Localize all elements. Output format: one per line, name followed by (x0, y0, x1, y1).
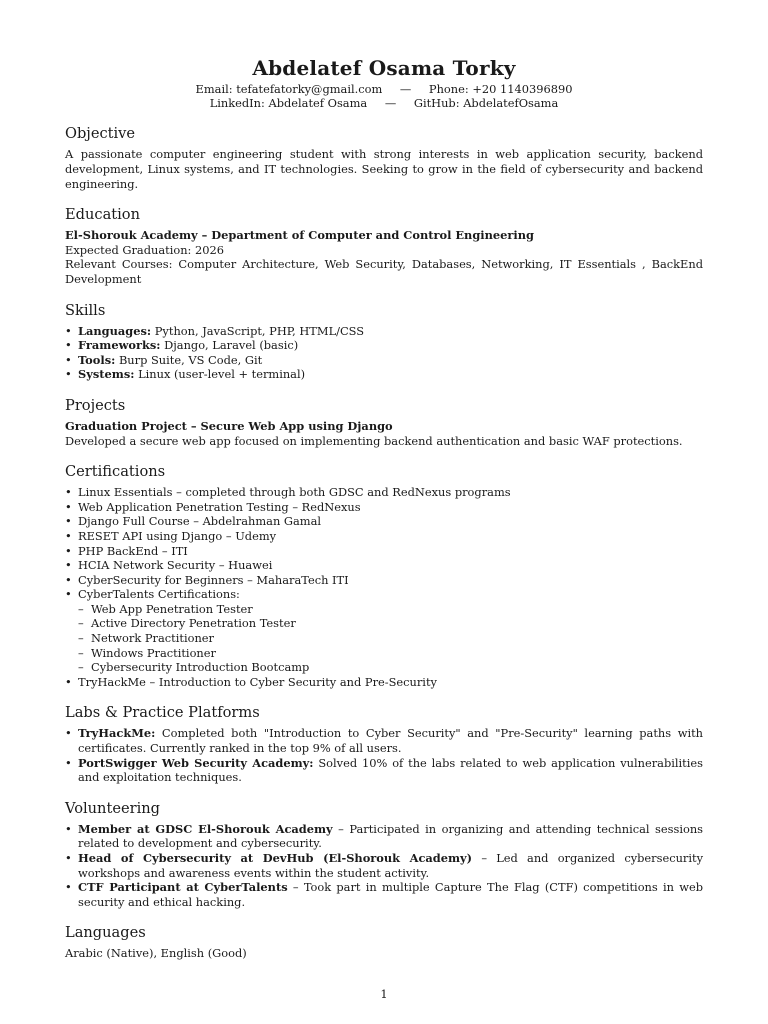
volunteer-role: CTF Participant at CyberTalents (78, 880, 288, 895)
certifications-list (65, 485, 703, 602)
list-item: • Django Full Course – Abdelrahman Gamal (65, 514, 703, 529)
labs-heading: Labs & Practice Platforms (65, 704, 260, 722)
list-item (65, 324, 703, 339)
certifications-list-end (65, 675, 703, 690)
resume-page (65, 56, 703, 961)
skill-label: Languages: (78, 323, 152, 338)
objective-heading: Objective (65, 125, 136, 143)
list-item: • TryHackMe – Introduction to Cyber Security and Pre-Security (65, 675, 703, 690)
github-label: GitHub: (413, 96, 460, 111)
phone-label: Phone: (428, 82, 469, 96)
linkedin-link[interactable]: Abdelatef Osama (268, 96, 368, 111)
project-title: Graduation Project – Secure Web App using Django (65, 418, 393, 433)
list-item (65, 367, 703, 382)
volunteer-role: Head of Cybersecurity at DevHub (El-Shorouk Academy) (78, 851, 473, 865)
skill-value: Burp Suite, VS Code, Git (118, 352, 263, 367)
contact-line-2 (65, 96, 703, 110)
skill-value: Python, JavaScript, PHP, HTML/CSS (154, 323, 365, 338)
skill-label: Systems: (78, 367, 135, 382)
skill-label: Frameworks: (78, 338, 161, 353)
list-item: • PHP BackEnd – ITI (65, 544, 703, 559)
skill-value: Django, Laravel (basic) (164, 338, 299, 353)
list-item: – Cybersecurity Introduction Bootcamp (78, 660, 703, 675)
languages-text: Arabic (Native), English (Good) (65, 946, 247, 961)
page-number: 1 (380, 987, 388, 1001)
list-item: • Linux Essentials – completed through both GDSC and RedNexus programs (65, 485, 703, 500)
list-item: • CyberSecurity for Beginners – MaharaTech ITI (65, 573, 703, 588)
skill-value: Linux (user-level + terminal) (138, 367, 306, 382)
skills-heading: Skills (65, 301, 106, 319)
email-value[interactable]: tefatefatorky@gmail.com (236, 82, 383, 96)
linkedin-label: LinkedIn: (209, 96, 265, 111)
list-item: – Web App Penetration Tester (78, 602, 703, 617)
phone-value: +20 1140396890 (472, 82, 573, 96)
objective-text: A passionate computer engineering student with strong interests in web application security, backend development, Linux systems, and IT technologies. Seeking to grow in the field of cybersecurity and backend engineering. (65, 147, 703, 191)
volunteer-desc: – Led and organized cybersecurity workshops and awareness events within the student activity. (78, 851, 704, 880)
list-item: • RESET API using Django – Udemy (65, 529, 703, 544)
list-item (65, 338, 703, 353)
languages-heading: Languages (65, 924, 146, 942)
volunteer-desc: – Participated in organizing and attending technical sessions related to development and cybersecurity. (78, 821, 703, 851)
list-item (65, 851, 703, 880)
list-item: • CyberTalents Certifications: (65, 587, 703, 602)
cybertalents-sublist (65, 602, 703, 675)
contact-line-1 (65, 82, 703, 96)
education-heading: Education (65, 206, 140, 224)
certifications-heading: Certifications (65, 463, 166, 481)
lab-value: Completed both "Introduction to Cyber Security" and "Pre-Security" learning paths with certificates. Currently ranked in the top 9% of all users. (78, 726, 703, 756)
education-courses: Relevant Courses: Computer Architecture, Web Security, Databases, Networking, IT Essentials , BackEnd Development (65, 257, 703, 286)
lab-label: PortSwigger Web Security Academy: (78, 755, 314, 770)
skills-list (65, 324, 703, 382)
education-institution: El-Shorouk Academy – Department of Computer and Control Engineering (65, 228, 534, 243)
list-item (65, 726, 703, 755)
projects-heading: Projects (65, 396, 126, 414)
list-item (65, 353, 703, 368)
project-description: Developed a secure web app focused on implementing backend authentication and basic WAF protections. (65, 433, 683, 448)
email-label: Email: (195, 82, 233, 96)
skill-label: Tools: (78, 352, 116, 367)
list-item: – Windows Practitioner (78, 646, 703, 661)
list-item (65, 756, 703, 785)
volunteer-role: Member at GDSC El-Shorouk Academy (78, 821, 333, 836)
list-item (65, 822, 703, 851)
list-item: – Active Directory Penetration Tester (78, 616, 703, 631)
list-item: • HCIA Network Security – Huawei (65, 558, 703, 573)
volunteering-list (65, 822, 703, 910)
github-link[interactable]: AbdelatefOsama (463, 96, 559, 111)
volunteer-desc: – Took part in multiple Capture The Flag (CTF) competitions in web security and ethical hacking. (78, 880, 703, 909)
list-item: • Web Application Penetration Testing – RedNexus (65, 500, 703, 515)
contact-separator: — (399, 82, 412, 96)
labs-list (65, 726, 703, 784)
education-graduation: Expected Graduation: 2026 (65, 242, 224, 257)
list-item: – Network Practitioner (78, 631, 703, 646)
contact-separator: — (384, 96, 397, 111)
volunteering-heading: Volunteering (65, 799, 160, 817)
list-item (65, 880, 703, 909)
lab-value: Solved 10% of the labs related to web application vulnerabilities and exploitation techniques. (78, 755, 703, 785)
resume-name: Abdelatef Osama Torky (252, 56, 516, 80)
lab-label: TryHackMe: (78, 726, 156, 741)
